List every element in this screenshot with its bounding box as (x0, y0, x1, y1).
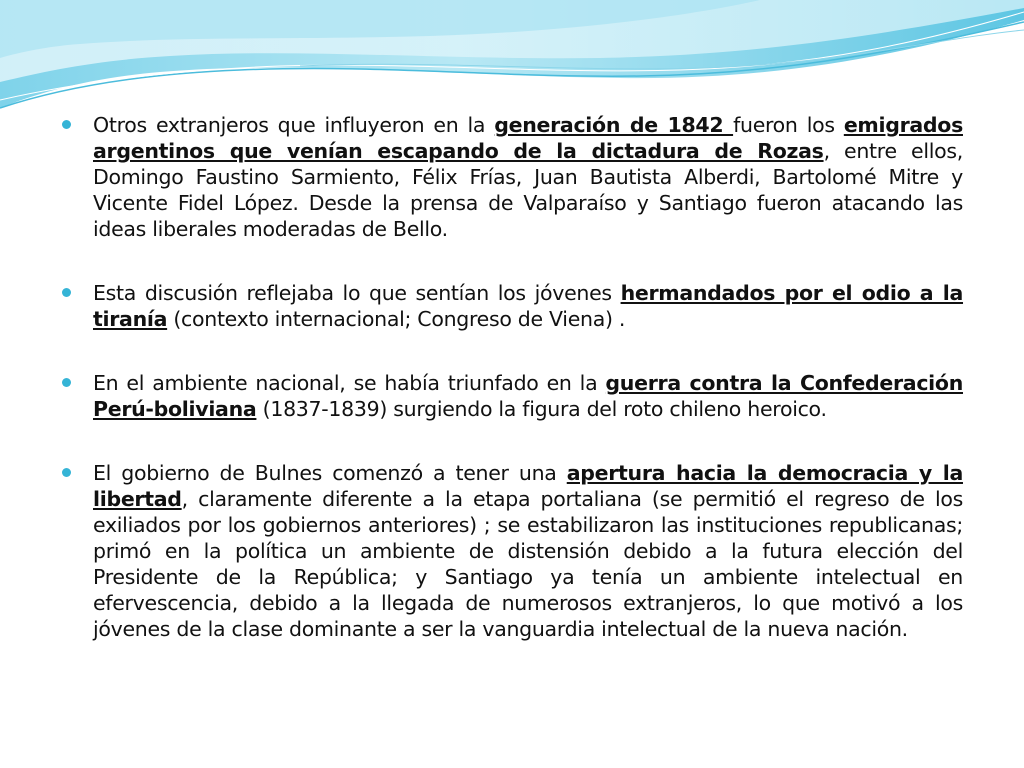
bullet-text: El gobierno de Bulnes comenzó a tener una (93, 461, 567, 485)
bullet-list (62, 112, 963, 680)
bullet-text: Otros extranjeros que influyeron en la (93, 113, 495, 137)
bullet-text: (1837-1839) surgiendo la figura del roto chileno heroico. (256, 397, 827, 421)
bullet-text: Esta discusión reflejaba lo que sentían los jóvenes (93, 281, 621, 305)
bullet-emphasis: apertura hacia la democracia y la libertad (93, 461, 963, 511)
bullet-item (62, 280, 963, 332)
bullet-dot-icon (62, 378, 71, 387)
bullet-emphasis: emigrados argentinos que venían escapando de la dictadura de Rozas (93, 113, 963, 163)
bullet-item (62, 370, 963, 422)
bullet-emphasis: generación de 1842 (494, 113, 734, 137)
bullet-item (62, 460, 963, 642)
bullet-text: , entre ellos, Domingo Faustino Sarmiento, Félix Frías, Juan Bautista Alberdi, Bartolomé Mitre y Vicente Fidel López. Desde la prensa de Valparaíso y Santiago fueron atacando las ideas liberales moderadas de Bello. (93, 139, 963, 241)
bullet-dot-icon (62, 468, 71, 477)
header-wave-decoration (0, 0, 1024, 120)
bullet-text: (contexto internacional; Congreso de Viena) . (167, 307, 626, 331)
bullet-text: , claramente diferente a la etapa portaliana (se permitió el regreso de los exiliados por los gobiernos anteriores) ; se estabilizaron las instituciones republicanas; primó en la política un ambiente de distensión debido a la futura elección del Presidente de la República; y Santiago ya tenía un ambiente intelectual en efervescencia, debido a la llegada de numerosos extranjeros, lo que motivó a los jóvenes de la clase dominante a ser la vanguardia intelectual de la nueva nación. (93, 487, 963, 641)
bullet-text: En el ambiente nacional, se había triunfado en la (93, 371, 606, 395)
bullet-item (62, 112, 963, 242)
bullet-emphasis: guerra contra la Confederación Perú-boliviana (93, 371, 963, 421)
bullet-emphasis: hermandados por el odio a la tiranía (93, 281, 964, 331)
bullet-dot-icon (62, 288, 71, 297)
bullet-dot-icon (62, 120, 71, 129)
bullet-text: fueron los (733, 113, 844, 137)
